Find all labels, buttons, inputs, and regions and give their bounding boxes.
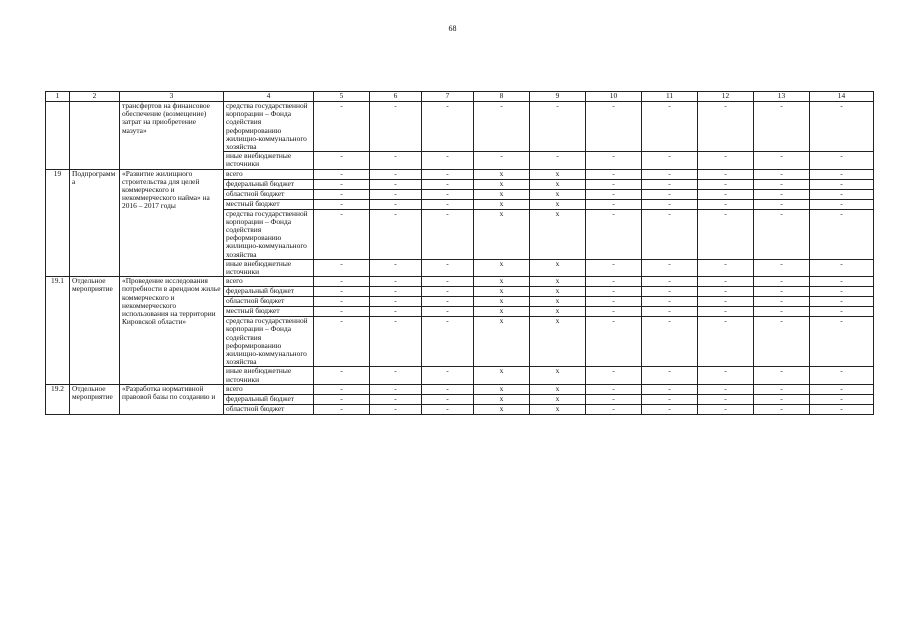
value-cell: x xyxy=(530,307,586,317)
header-cell: 5 xyxy=(314,92,370,102)
value-cell: - xyxy=(698,189,754,199)
value-cell: - xyxy=(586,259,642,276)
item-type xyxy=(70,102,120,170)
value-cell: - xyxy=(370,152,422,169)
value-cell: x xyxy=(474,317,530,367)
value-cell: x xyxy=(474,209,530,259)
value-cell: - xyxy=(754,367,810,384)
value-cell: x xyxy=(530,287,586,297)
value-cell: x xyxy=(474,179,530,189)
value-cell: x xyxy=(530,209,586,259)
value-cell: - xyxy=(754,277,810,287)
header-cell: 6 xyxy=(370,92,422,102)
value-cell: - xyxy=(586,189,642,199)
header-cell: 4 xyxy=(224,92,314,102)
value-cell: - xyxy=(642,394,698,404)
value-cell: - xyxy=(754,102,810,152)
value-cell: - xyxy=(586,404,642,414)
header-cell: 10 xyxy=(586,92,642,102)
value-cell: - xyxy=(586,277,642,287)
value-cell: - xyxy=(422,189,474,199)
value-cell: - xyxy=(810,152,874,169)
value-cell: x xyxy=(474,367,530,384)
value-cell: - xyxy=(314,189,370,199)
value-cell: - xyxy=(314,152,370,169)
value-cell: - xyxy=(754,287,810,297)
value-cell: - xyxy=(642,189,698,199)
value-cell: - xyxy=(698,297,754,307)
row-number: 19 xyxy=(46,169,70,277)
value-cell: - xyxy=(422,102,474,152)
value-cell: - xyxy=(314,287,370,297)
funding-source: всего xyxy=(224,169,314,179)
value-cell: - xyxy=(642,367,698,384)
value-cell: - xyxy=(642,287,698,297)
value-cell: - xyxy=(642,384,698,394)
value-cell: - xyxy=(422,169,474,179)
value-cell: - xyxy=(810,297,874,307)
value-cell: - xyxy=(642,317,698,367)
value-cell: - xyxy=(370,259,422,276)
value-cell: - xyxy=(810,102,874,152)
value-cell: x xyxy=(530,384,586,394)
value-cell: - xyxy=(586,287,642,297)
value-cell: - xyxy=(642,277,698,287)
header-cell: 14 xyxy=(810,92,874,102)
value-cell: - xyxy=(754,297,810,307)
value-cell: - xyxy=(474,102,530,152)
value-cell: - xyxy=(314,102,370,152)
value-cell: x xyxy=(474,297,530,307)
funding-source: федеральный бюджет xyxy=(224,287,314,297)
value-cell: - xyxy=(314,317,370,367)
value-cell: - xyxy=(754,307,810,317)
value-cell: - xyxy=(422,317,474,367)
item-name: «Развитие жилищного строительства для целей коммерческого и некоммерческого найма» на 2016 – 2017 годы xyxy=(120,169,224,277)
value-cell: - xyxy=(810,209,874,259)
value-cell: - xyxy=(754,152,810,169)
value-cell: - xyxy=(642,404,698,414)
value-cell: - xyxy=(422,277,474,287)
header-cell: 7 xyxy=(422,92,474,102)
value-cell: - xyxy=(810,169,874,179)
item-type: Отдельное мероприятие xyxy=(70,277,120,385)
funding-source: областной бюджет xyxy=(224,297,314,307)
value-cell: x xyxy=(474,394,530,404)
value-cell: - xyxy=(642,259,698,276)
table-row xyxy=(46,169,874,179)
value-cell: - xyxy=(370,169,422,179)
value-cell: - xyxy=(810,287,874,297)
value-cell: - xyxy=(314,404,370,414)
value-cell: - xyxy=(698,287,754,297)
value-cell: - xyxy=(422,199,474,209)
value-cell: - xyxy=(370,367,422,384)
row-number xyxy=(46,102,70,170)
value-cell: - xyxy=(698,259,754,276)
value-cell: - xyxy=(698,367,754,384)
value-cell: - xyxy=(370,287,422,297)
value-cell: - xyxy=(810,404,874,414)
table-row xyxy=(46,277,874,287)
value-cell: - xyxy=(754,394,810,404)
value-cell: - xyxy=(754,317,810,367)
value-cell: - xyxy=(370,199,422,209)
value-cell: - xyxy=(370,189,422,199)
value-cell: x xyxy=(530,259,586,276)
value-cell: - xyxy=(530,152,586,169)
value-cell: - xyxy=(314,307,370,317)
value-cell: x xyxy=(474,384,530,394)
value-cell: - xyxy=(698,307,754,317)
value-cell: - xyxy=(810,259,874,276)
value-cell: - xyxy=(422,394,474,404)
value-cell: - xyxy=(810,277,874,287)
item-name: «Разработка нормативной правовой базы по созданию и xyxy=(120,384,224,414)
value-cell: - xyxy=(810,199,874,209)
value-cell: x xyxy=(530,189,586,199)
value-cell: - xyxy=(586,367,642,384)
funding-source: областной бюджет xyxy=(224,404,314,414)
value-cell: x xyxy=(530,394,586,404)
value-cell: - xyxy=(754,404,810,414)
funding-source: всего xyxy=(224,384,314,394)
funding-source: иные внебюджетные источники xyxy=(224,367,314,384)
item-type: Подпрограмма xyxy=(70,169,120,277)
value-cell: - xyxy=(698,277,754,287)
value-cell: - xyxy=(754,259,810,276)
value-cell: x xyxy=(474,307,530,317)
funding-source: иные внебюджетные источники xyxy=(224,152,314,169)
value-cell: - xyxy=(642,169,698,179)
row-number: 19.2 xyxy=(46,384,70,414)
value-cell: - xyxy=(370,277,422,287)
funding-source: местный бюджет xyxy=(224,307,314,317)
value-cell: x xyxy=(530,297,586,307)
funding-source: средства государственной корпорации – Фонда содействия реформированию жилищно-коммунального хозяйства xyxy=(224,317,314,367)
value-cell: - xyxy=(314,384,370,394)
value-cell: - xyxy=(370,394,422,404)
value-cell: - xyxy=(586,199,642,209)
value-cell: - xyxy=(314,209,370,259)
value-cell: - xyxy=(754,179,810,189)
value-cell: - xyxy=(314,179,370,189)
value-cell: - xyxy=(370,297,422,307)
value-cell: - xyxy=(698,317,754,367)
funding-source: областной бюджет xyxy=(224,189,314,199)
value-cell: - xyxy=(314,277,370,287)
item-type: Отдельное мероприятие xyxy=(70,384,120,414)
value-cell: - xyxy=(422,384,474,394)
value-cell: - xyxy=(810,384,874,394)
value-cell: - xyxy=(422,259,474,276)
value-cell: x xyxy=(530,277,586,287)
value-cell: - xyxy=(586,102,642,152)
value-cell: - xyxy=(642,307,698,317)
value-cell: - xyxy=(314,394,370,404)
value-cell: - xyxy=(810,394,874,404)
value-cell: - xyxy=(810,307,874,317)
page-number: 68 xyxy=(448,24,457,33)
value-cell: - xyxy=(530,102,586,152)
funding-source: федеральный бюджет xyxy=(224,394,314,404)
funding-source: местный бюджет xyxy=(224,199,314,209)
value-cell: - xyxy=(586,209,642,259)
value-cell: - xyxy=(370,209,422,259)
value-cell: - xyxy=(586,307,642,317)
row-number: 19.1 xyxy=(46,277,70,385)
funding-source: всего xyxy=(224,277,314,287)
value-cell: - xyxy=(314,367,370,384)
value-cell: - xyxy=(422,179,474,189)
value-cell: - xyxy=(642,179,698,189)
value-cell: x xyxy=(530,199,586,209)
value-cell: - xyxy=(422,297,474,307)
table-row xyxy=(46,384,874,394)
value-cell: - xyxy=(698,169,754,179)
value-cell: x xyxy=(530,317,586,367)
value-cell: - xyxy=(810,189,874,199)
value-cell: x xyxy=(474,404,530,414)
value-cell: - xyxy=(754,384,810,394)
item-name: трансфертов на финансовое обеспечение (возмещение) затрат на приобретение мазута» xyxy=(120,102,224,170)
value-cell: - xyxy=(422,209,474,259)
value-cell: - xyxy=(698,152,754,169)
value-cell: x xyxy=(474,199,530,209)
value-cell: - xyxy=(586,317,642,367)
value-cell: - xyxy=(314,199,370,209)
header-row xyxy=(46,92,874,102)
value-cell: - xyxy=(642,152,698,169)
value-cell: - xyxy=(370,384,422,394)
value-cell: - xyxy=(754,169,810,179)
value-cell: - xyxy=(314,297,370,307)
value-cell: - xyxy=(586,297,642,307)
value-cell: - xyxy=(810,179,874,189)
value-cell: x xyxy=(530,404,586,414)
value-cell: - xyxy=(586,179,642,189)
value-cell: - xyxy=(754,189,810,199)
value-cell: - xyxy=(586,384,642,394)
value-cell: - xyxy=(586,169,642,179)
value-cell: - xyxy=(698,199,754,209)
value-cell: - xyxy=(754,199,810,209)
header-cell: 13 xyxy=(754,92,810,102)
header-cell: 9 xyxy=(530,92,586,102)
value-cell: - xyxy=(642,199,698,209)
value-cell: - xyxy=(422,152,474,169)
funding-source: средства государственной корпорации – Фонда содействия реформированию жилищно-коммунального хозяйства xyxy=(224,209,314,259)
value-cell: - xyxy=(810,317,874,367)
header-cell: 12 xyxy=(698,92,754,102)
value-cell: - xyxy=(370,404,422,414)
value-cell: x xyxy=(474,287,530,297)
value-cell: - xyxy=(422,404,474,414)
header-cell: 11 xyxy=(642,92,698,102)
header-cell: 2 xyxy=(70,92,120,102)
value-cell: - xyxy=(370,317,422,367)
value-cell: - xyxy=(586,394,642,404)
value-cell: x xyxy=(474,189,530,199)
value-cell: - xyxy=(642,209,698,259)
value-cell: x xyxy=(530,179,586,189)
funding-source: иные внебюджетные источники xyxy=(224,259,314,276)
value-cell: - xyxy=(474,152,530,169)
value-cell: - xyxy=(810,367,874,384)
value-cell: - xyxy=(314,259,370,276)
item-name: «Проведение исследования потребности в арендном жилье коммерческого и некоммерческого использования на территории Кировской области» xyxy=(120,277,224,385)
value-cell: x xyxy=(474,169,530,179)
value-cell: - xyxy=(698,404,754,414)
value-cell: - xyxy=(314,169,370,179)
value-cell: - xyxy=(422,287,474,297)
value-cell: - xyxy=(698,102,754,152)
value-cell: - xyxy=(586,152,642,169)
header-cell: 8 xyxy=(474,92,530,102)
value-cell: x xyxy=(530,367,586,384)
value-cell: - xyxy=(422,367,474,384)
table-row xyxy=(46,102,874,152)
value-cell: - xyxy=(370,307,422,317)
value-cell: x xyxy=(474,277,530,287)
value-cell: - xyxy=(370,179,422,189)
value-cell: - xyxy=(370,102,422,152)
value-cell: x xyxy=(474,259,530,276)
value-cell: - xyxy=(698,384,754,394)
value-cell: - xyxy=(754,209,810,259)
value-cell: - xyxy=(698,209,754,259)
value-cell: - xyxy=(642,102,698,152)
header-cell: 1 xyxy=(46,92,70,102)
value-cell: - xyxy=(698,179,754,189)
funding-source: средства государственной корпорации – Фонда содействия реформированию жилищно-коммунального хозяйства xyxy=(224,102,314,152)
funding-source: федеральный бюджет xyxy=(224,179,314,189)
value-cell: - xyxy=(642,297,698,307)
budget-table xyxy=(45,91,874,415)
value-cell: x xyxy=(530,169,586,179)
value-cell: - xyxy=(422,307,474,317)
value-cell: - xyxy=(698,394,754,404)
header-cell: 3 xyxy=(120,92,224,102)
